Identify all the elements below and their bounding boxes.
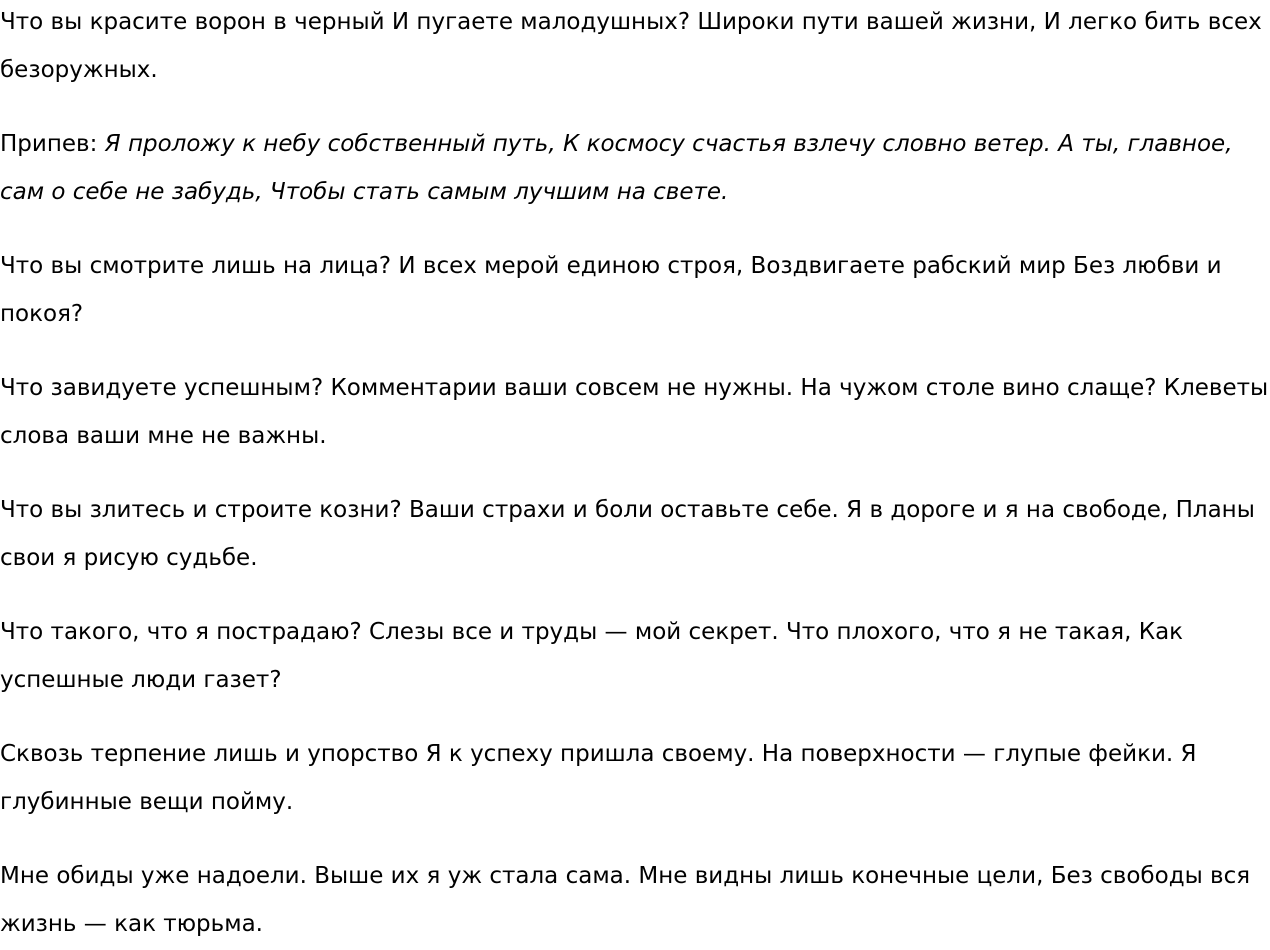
stanza-4: Что вы злитесь и строите козни? Ваши страхи и боли оставьте себе. Я в дороге и я на свободе, Планы свои я рисую судьбе. [0, 497, 1255, 571]
chorus-text: Я проложу к небу собственный путь, К космосу счастья взлечу словно ветер. А ты, главное, сам о себе не забудь, Чтобы стать самым лучшим на свете. [0, 131, 1233, 205]
stanza-6: Сквозь терпение лишь и упорство Я к успеху пришла своему. На поверхности — глупые фейки. Я глубинные вещи пойму. [0, 741, 1197, 815]
chorus-stanza [0, 120, 1270, 216]
stanza-1: Что вы красите ворон в черный И пугаете малодушных? Широки пути вашей жизни, И легко бить всех безоружных. [0, 9, 1262, 83]
stanza-5: Что такого, что я пострадаю? Слезы все и труды — мой секрет. Что плохого, что я не такая, Как успешные люди газет? [0, 619, 1184, 693]
chorus-label: Припев: [0, 131, 98, 157]
stanza-3: Что завидуете успешным? Комментарии ваши совсем не нужны. На чужом столе вино слаще? Клеветы слова ваши мне не важны. [0, 375, 1269, 449]
stanza-7: Мне обиды уже надоели. Выше их я уж стала сама. Мне видны лишь конечные цели, Без свободы вся жизнь — как тюрьма. [0, 863, 1251, 937]
stanza-2: Что вы смотрите лишь на лица? И всех мерой единою строя, Воздвигаете рабский мир Без любви и покоя? [0, 253, 1222, 327]
